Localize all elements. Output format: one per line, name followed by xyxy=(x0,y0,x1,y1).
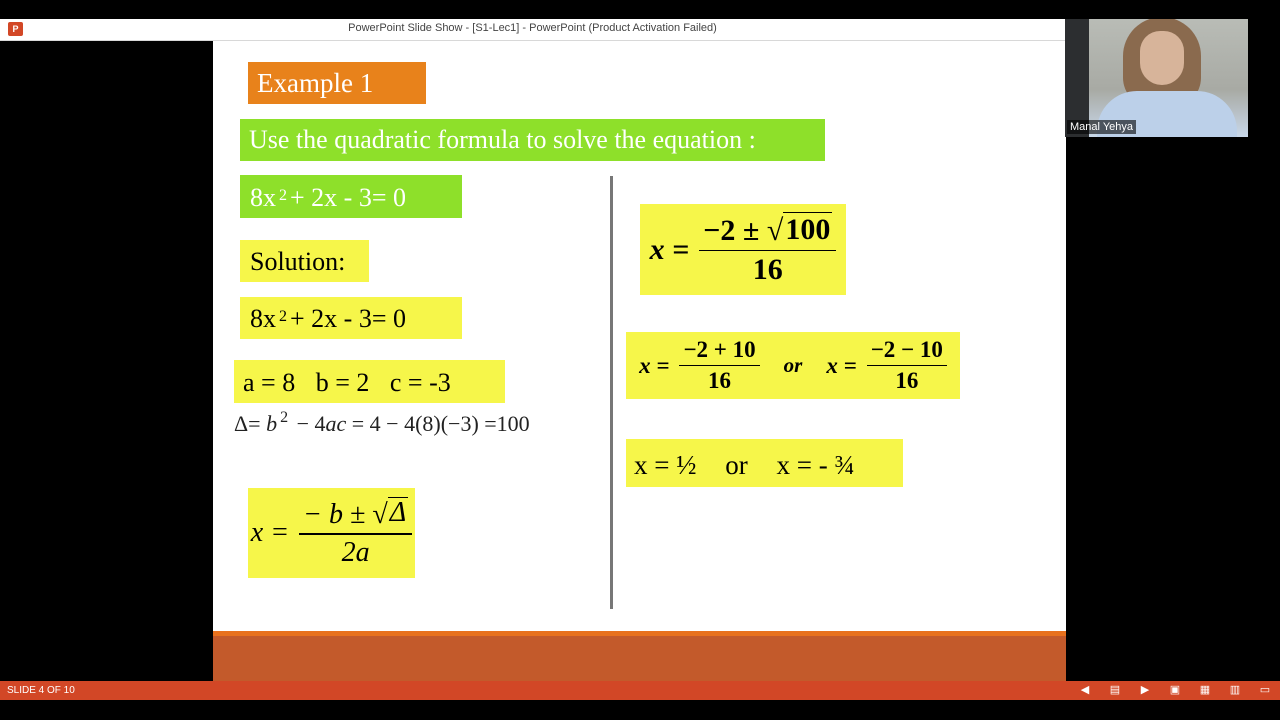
result1-num-prefix: −2 ± xyxy=(703,213,760,247)
result1-numerator xyxy=(699,212,836,250)
quadratic-formula xyxy=(248,488,415,578)
equation-repeat-box xyxy=(240,297,462,339)
formula-numerator xyxy=(299,497,412,533)
result2-right-lhs: x = xyxy=(826,352,857,378)
previous-icon[interactable]: ◀ xyxy=(1080,684,1090,696)
solution-label: Solution: xyxy=(240,240,369,282)
result2-left-numerator: −2 + 10 xyxy=(683,336,756,362)
statusbar-icons xyxy=(1062,683,1272,697)
formula-lhs: x = xyxy=(250,517,290,548)
normal-view-icon[interactable]: ▣ xyxy=(1169,684,1181,696)
result2-or: or xyxy=(783,353,803,377)
result-step-2 xyxy=(626,332,960,399)
result2-left-lhs: x = xyxy=(639,352,670,378)
result2-right-denominator: 16 xyxy=(895,368,919,394)
sqrt-symbol xyxy=(767,212,832,246)
result2-right-fraction xyxy=(867,337,947,395)
equation-exponent: 2 xyxy=(279,308,287,325)
formula-radicand: Δ xyxy=(389,497,407,529)
vertical-divider xyxy=(610,176,613,609)
example-label: Example 1 xyxy=(248,62,426,104)
powerpoint-app-icon[interactable]: P xyxy=(8,22,23,36)
coefficient-c: c = -3 xyxy=(389,368,451,397)
result1-lhs: x = xyxy=(649,232,690,266)
instruction-text: Use the quadratic formula to solve the equation : xyxy=(240,119,825,161)
equation-term: 8x xyxy=(250,183,276,212)
final-answer xyxy=(626,439,903,487)
formula-denominator: 2a xyxy=(341,536,370,568)
answer-or: or xyxy=(725,450,748,480)
reading-view-icon[interactable]: ▥ xyxy=(1229,684,1241,696)
equation-box xyxy=(240,175,462,218)
result2-left-denominator: 16 xyxy=(708,368,732,394)
discriminant-line xyxy=(234,411,530,437)
result-step-1 xyxy=(640,204,846,295)
radical-icon: √ xyxy=(766,213,784,247)
result1-radicand: 100 xyxy=(785,212,831,246)
sqrt-symbol xyxy=(372,497,408,529)
discriminant-calculation: = 4 − 4(8)(−3) =100 xyxy=(351,411,530,436)
slide-sorter-icon[interactable]: ▤ xyxy=(1109,684,1121,696)
result1-denominator: 16 xyxy=(752,253,783,287)
status-bar xyxy=(0,681,1280,700)
webcam-video[interactable] xyxy=(1065,19,1248,137)
slideshow-icon[interactable]: ▭ xyxy=(1259,684,1271,696)
discriminant-ac: ac xyxy=(325,411,347,436)
equation-rest: + 2x - 3= 0 xyxy=(290,304,406,333)
slide-counter[interactable]: SLIDE 4 OF 10 xyxy=(7,685,75,696)
grid-view-icon[interactable]: ▦ xyxy=(1199,684,1211,696)
next-icon[interactable]: ▶ xyxy=(1140,684,1150,696)
discriminant-lhs: Δ= xyxy=(234,411,261,436)
coefficient-b: b = 2 xyxy=(315,368,370,397)
footer-band xyxy=(213,636,1066,681)
equation-rest: + 2x - 3= 0 xyxy=(290,183,406,212)
equation-term: 8x xyxy=(250,304,276,333)
formula-num-prefix: − b ± xyxy=(303,499,366,531)
coefficients-box xyxy=(234,360,505,403)
window-title: PowerPoint Slide Show - [S1-Lec1] - PowerPoint (Product Activation Failed) xyxy=(348,22,717,34)
discriminant-minus: − 4 xyxy=(296,411,326,436)
coefficient-a: a = 8 xyxy=(243,368,296,397)
answer-left: x = ½ xyxy=(634,450,697,480)
result2-left-fraction xyxy=(679,337,759,395)
radical-icon: √ xyxy=(372,499,388,531)
discriminant-b: b xyxy=(266,411,278,436)
equation-exponent: 2 xyxy=(279,187,287,204)
result1-fraction xyxy=(699,212,836,288)
slide-canvas[interactable] xyxy=(213,41,1066,681)
participant-name: Manal Yehya xyxy=(1067,120,1136,134)
result2-right-numerator: −2 − 10 xyxy=(870,336,943,362)
participant-face xyxy=(1140,31,1184,85)
answer-right: x = - ¾ xyxy=(776,450,855,480)
title-bar xyxy=(0,19,1065,41)
discriminant-exponent: 2 xyxy=(280,409,289,426)
formula-fraction xyxy=(299,497,412,568)
